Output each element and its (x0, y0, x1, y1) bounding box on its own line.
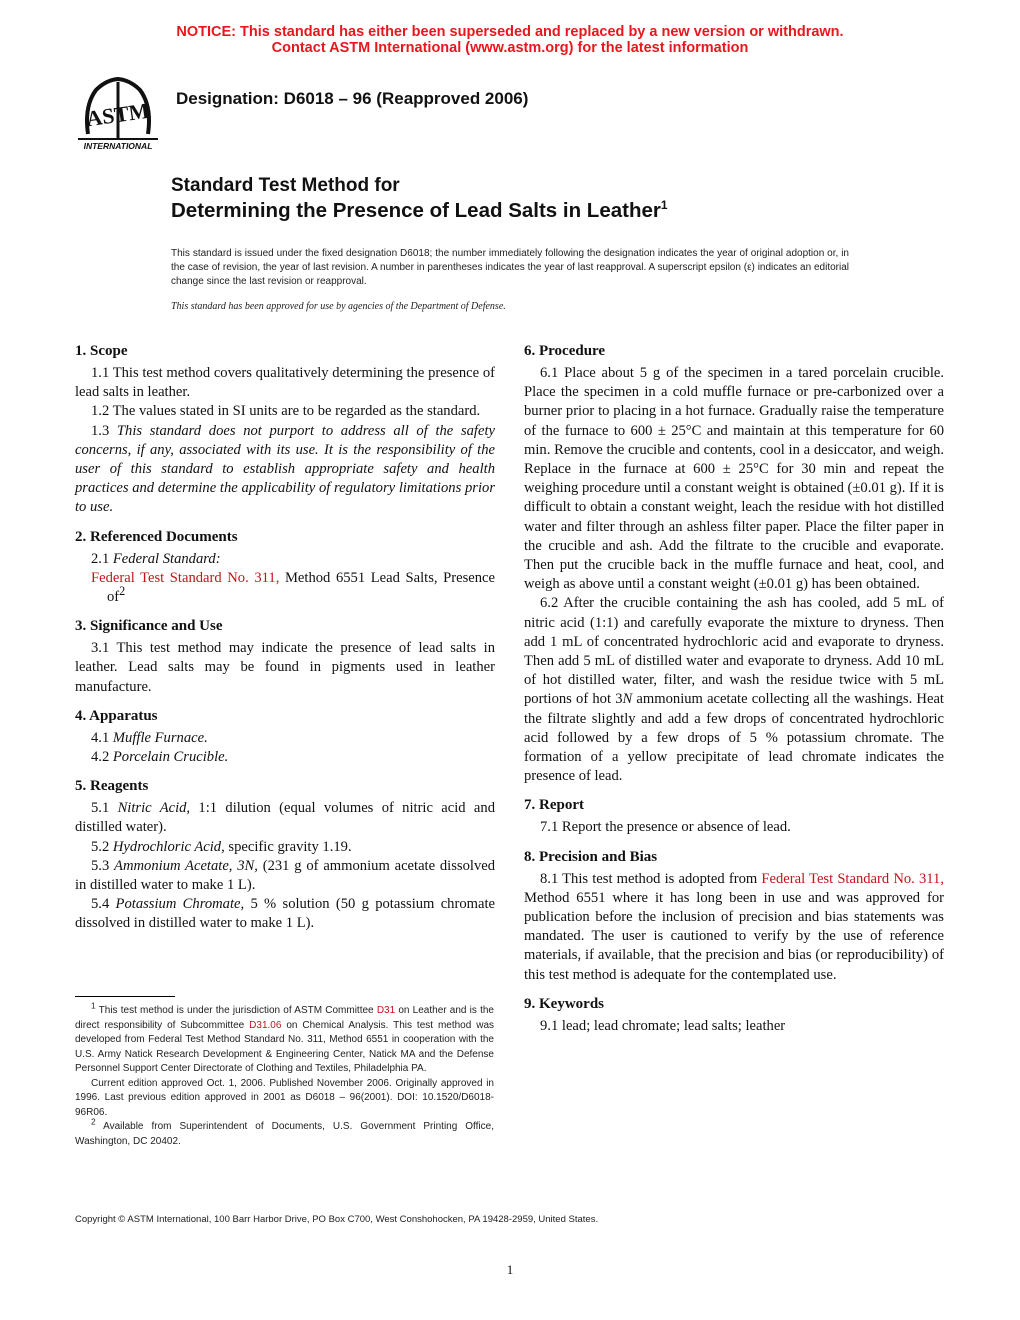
normality-symbol: N (622, 691, 633, 708)
paragraph (75, 729, 495, 748)
section-reagents (75, 777, 495, 933)
paragraph-number: 4.1 (91, 729, 113, 746)
federal-standard-label: Federal Standard: (112, 550, 221, 567)
footnote-edition: Current edition approved Oct. 1, 2006. Published November 2006. Originally approved in 1996. Last previous edition approved in 2001 as D6018 – 96(2001). DOI: 10.1520/D6018-96R06. (75, 1077, 494, 1118)
footnote-1 (75, 1000, 495, 1077)
document-title (171, 174, 668, 224)
paragraph: 9.1 lead; lead chromate; lead salts; leather (540, 1017, 786, 1034)
footnote-text: Available from Superintendent of Documents, U.S. Government Printing Office, Washington, DC 20402. (75, 1121, 494, 1147)
left-column (75, 342, 495, 944)
apparatus-item: Porcelain Crucible. (112, 749, 229, 766)
footnotes (75, 1000, 495, 1149)
section-report (524, 796, 944, 837)
paragraph (524, 594, 944, 786)
withdrawal-notice (0, 24, 1020, 56)
reagent-desc: 5 % solution (50 g potassium chromate dissolved in distilled water to make 1 L). (75, 896, 495, 932)
section-keywords (524, 995, 944, 1036)
title-footnote-ref: 1 (660, 198, 668, 213)
reagent-name: Potassium Chromate, (115, 896, 245, 913)
section-heading: 1. Scope (75, 343, 128, 359)
section-heading: 5. Reagents (75, 778, 149, 795)
apparatus-item: Muffle Furnace. (112, 729, 208, 746)
logo-subtext: INTERNATIONAL (83, 141, 153, 151)
federal-standard-link[interactable]: Federal Test Standard No. 311, (761, 870, 944, 887)
title-main: Determining the Presence of Lead Salts in Leather (171, 199, 661, 222)
right-column (524, 342, 944, 1046)
astm-logo (76, 76, 160, 152)
section-apparatus (75, 707, 495, 767)
footnote-text: on Chemical Analysis. This test method was developed from Federal Test Method Standard No. 311, Method 6551 in cooperation with the U.S. Army Natick Research Development & Engineering Center, Natick MA and the Defense Personnel Support Center Directorate of Clothing and Textiles, Philadelphia PA. (75, 1019, 495, 1074)
footnote-text: on Leather and is the direct responsibility of Subcommittee (75, 1005, 494, 1031)
committee-link[interactable]: D31 (376, 1005, 396, 1016)
section-precision-bias (524, 848, 944, 985)
footnote-marker: 2 (91, 1116, 96, 1127)
dod-approval-note: This standard has been approved for use by agencies of the Department of Defense. (171, 301, 506, 312)
designation: Designation: D6018 – 96 (Reapproved 2006) (176, 89, 529, 108)
section-heading: 2. Referenced Documents (75, 528, 238, 545)
reference-rest: Method 6551 Lead Salts, Presence of (107, 569, 495, 606)
notice-line-1: NOTICE: This standard has either been superseded and replaced by a new version or withdrawn. (176, 24, 844, 40)
logo-text: ASTM (84, 97, 152, 132)
paragraph: 3.1 This test method may indicate the presence of lead salts in leather. Lead salts may be found in pigments used in leather manufacture. (75, 640, 495, 695)
paragraph-number: 1.3 (91, 422, 117, 439)
footnote-marker: 1 (91, 1000, 96, 1011)
reagent-desc: specific gravity 1.19. (224, 838, 352, 855)
paragraph (75, 550, 495, 569)
paragraph (75, 857, 495, 895)
paragraph-number: 5.2 (91, 838, 113, 855)
section-heading: 3. Significance and Use (75, 618, 223, 635)
paragraph-number: 2.1 (91, 550, 113, 567)
section-significance (75, 617, 495, 697)
paragraph-number: 5.1 (91, 800, 118, 817)
paragraph-text: ammonium acetate collecting all the washings. Heat the filtrate slightly and add a few drops of concentrated hydrochloric acid followed by a few drops of 5 % potassium chromate. The formation of a yellow precipitate of lead chromate indicates the presence of lead. (524, 691, 944, 785)
paragraph-text: Method 6551 where it has long been in use and was approved for publication before the inclusion of precision and bias statements was mandated. The user is cautioned to verify by the use of reference materials, if available, that the precision and bias (or reproducibility) of this test method is adequate for the contemplated use. (524, 889, 944, 983)
issuance-note: This standard is issued under the fixed designation D6018; the number immediately following the designation indicates the year of original adoption or, in the case of revision, the year of last revision. A number in parentheses indicates the year of last reapproval. A superscript epsilon (ε) indicates an editorial change since the last revision or reapproval. (171, 248, 849, 287)
subcommittee-link[interactable]: D31.06 (249, 1019, 282, 1031)
reagent-desc: (231 g of ammonium acetate dissolved in distilled water to make 1 L). (75, 857, 496, 894)
paragraph (75, 838, 495, 857)
safety-caveat: This standard does not purport to address all of the safety concerns, if any, associated with its use. It is the responsibility of the user of this standard to establish appropriate safety and health practices and determine the applicability of regulatory limitations prior to use. (75, 422, 495, 516)
paragraph-number: 5.4 (91, 896, 116, 913)
federal-standard-link[interactable]: Federal Test Standard No. 311, (91, 569, 280, 586)
title-line-2 (171, 198, 668, 224)
paragraph (75, 748, 495, 767)
paragraph-text: 6.2 After the crucible containing the ash has cooled, add 5 mL of nitric acid (1:1) and carefully evaporate the mixture to dryness. Then add 1 mL of concentrated hydrochloric acid and evaporate to dryness. Then add 5 mL of distilled water and evaporate to dryness. Add 10 mL of hot distilled water, filter, and wash the residue twice with 5 mL portions of hot 3 (524, 595, 944, 708)
reagent-name: Ammonium Acetate, 3N, (114, 857, 258, 874)
paragraph: 1.1 This test method covers qualitatively determining the presence of lead salts in leather. (75, 365, 495, 401)
section-procedure (524, 342, 944, 786)
paragraph-number: 4.2 (91, 749, 113, 766)
reagent-name: Nitric Acid, (117, 800, 191, 817)
notice-line-2: Contact ASTM International (www.astm.org) for the latest information (271, 40, 749, 56)
section-heading: 6. Procedure (524, 343, 606, 359)
reagent-name: Hydrochloric Acid, (112, 838, 225, 855)
section-heading: 4. Apparatus (75, 707, 158, 724)
section-scope (75, 342, 495, 518)
section-referenced-documents (75, 528, 495, 608)
page-number: 1 (506, 1262, 514, 1277)
footnote-ref: 2 (119, 584, 126, 599)
section-heading: 8. Precision and Bias (524, 848, 658, 865)
paragraph-text: 8.1 This test method is adopted from (540, 870, 762, 887)
section-heading: 7. Report (524, 797, 584, 814)
copyright: Copyright © ASTM International, 100 Barr Harbor Drive, PO Box C700, West Conshohocken, PA 19428-2959, United States. (75, 1214, 599, 1225)
reagent-desc: 1:1 dilution (equal volumes of nitric acid and distilled water). (75, 800, 495, 836)
paragraph (75, 799, 495, 837)
footnote-divider (75, 996, 175, 997)
paragraph-number: 5.3 (91, 857, 115, 874)
reference-entry (75, 569, 495, 607)
paragraph (524, 870, 944, 985)
footnote-2 (75, 1116, 494, 1149)
paragraph: 1.2 The values stated in SI units are to be regarded as the standard. (91, 403, 481, 420)
paragraph: 6.1 Place about 5 g of the specimen in a tared porcelain crucible. Place the specimen in a cold muffle furnace or pre-carbonized over a burner prior to placing in a hot furnace. Gradually raise the temperature of the furnace to 600 ± 25°C and maintain at this temperature for 60 min. Remove the crucible and contents, cool in a desiccator, and weigh. Replace in the furnace at 600 ± 25°C for 30 min and repeat the weighing procedure until a constant weight is obtained (±0.01 g). If it is difficult to obtain a constant weight, leach the residue with hot distilled water and filter through an ashless filter paper. Place the filter paper in the crucible and ash. Add the filtrate to the crucible and evaporate. Then put the crucible back in the muffle furnace and heat, cool, and weigh as above until a constant weight (±0.01 g) has been obtained. (524, 365, 944, 593)
footnote-text: This test method is under the jurisdiction of ASTM Committee (95, 1005, 377, 1016)
paragraph: 7.1 Report the presence or absence of lead. (540, 819, 791, 836)
paragraph (75, 895, 495, 933)
paragraph (75, 422, 495, 518)
section-heading: 9. Keywords (524, 995, 604, 1012)
title-line-1: Standard Test Method for (171, 175, 400, 196)
